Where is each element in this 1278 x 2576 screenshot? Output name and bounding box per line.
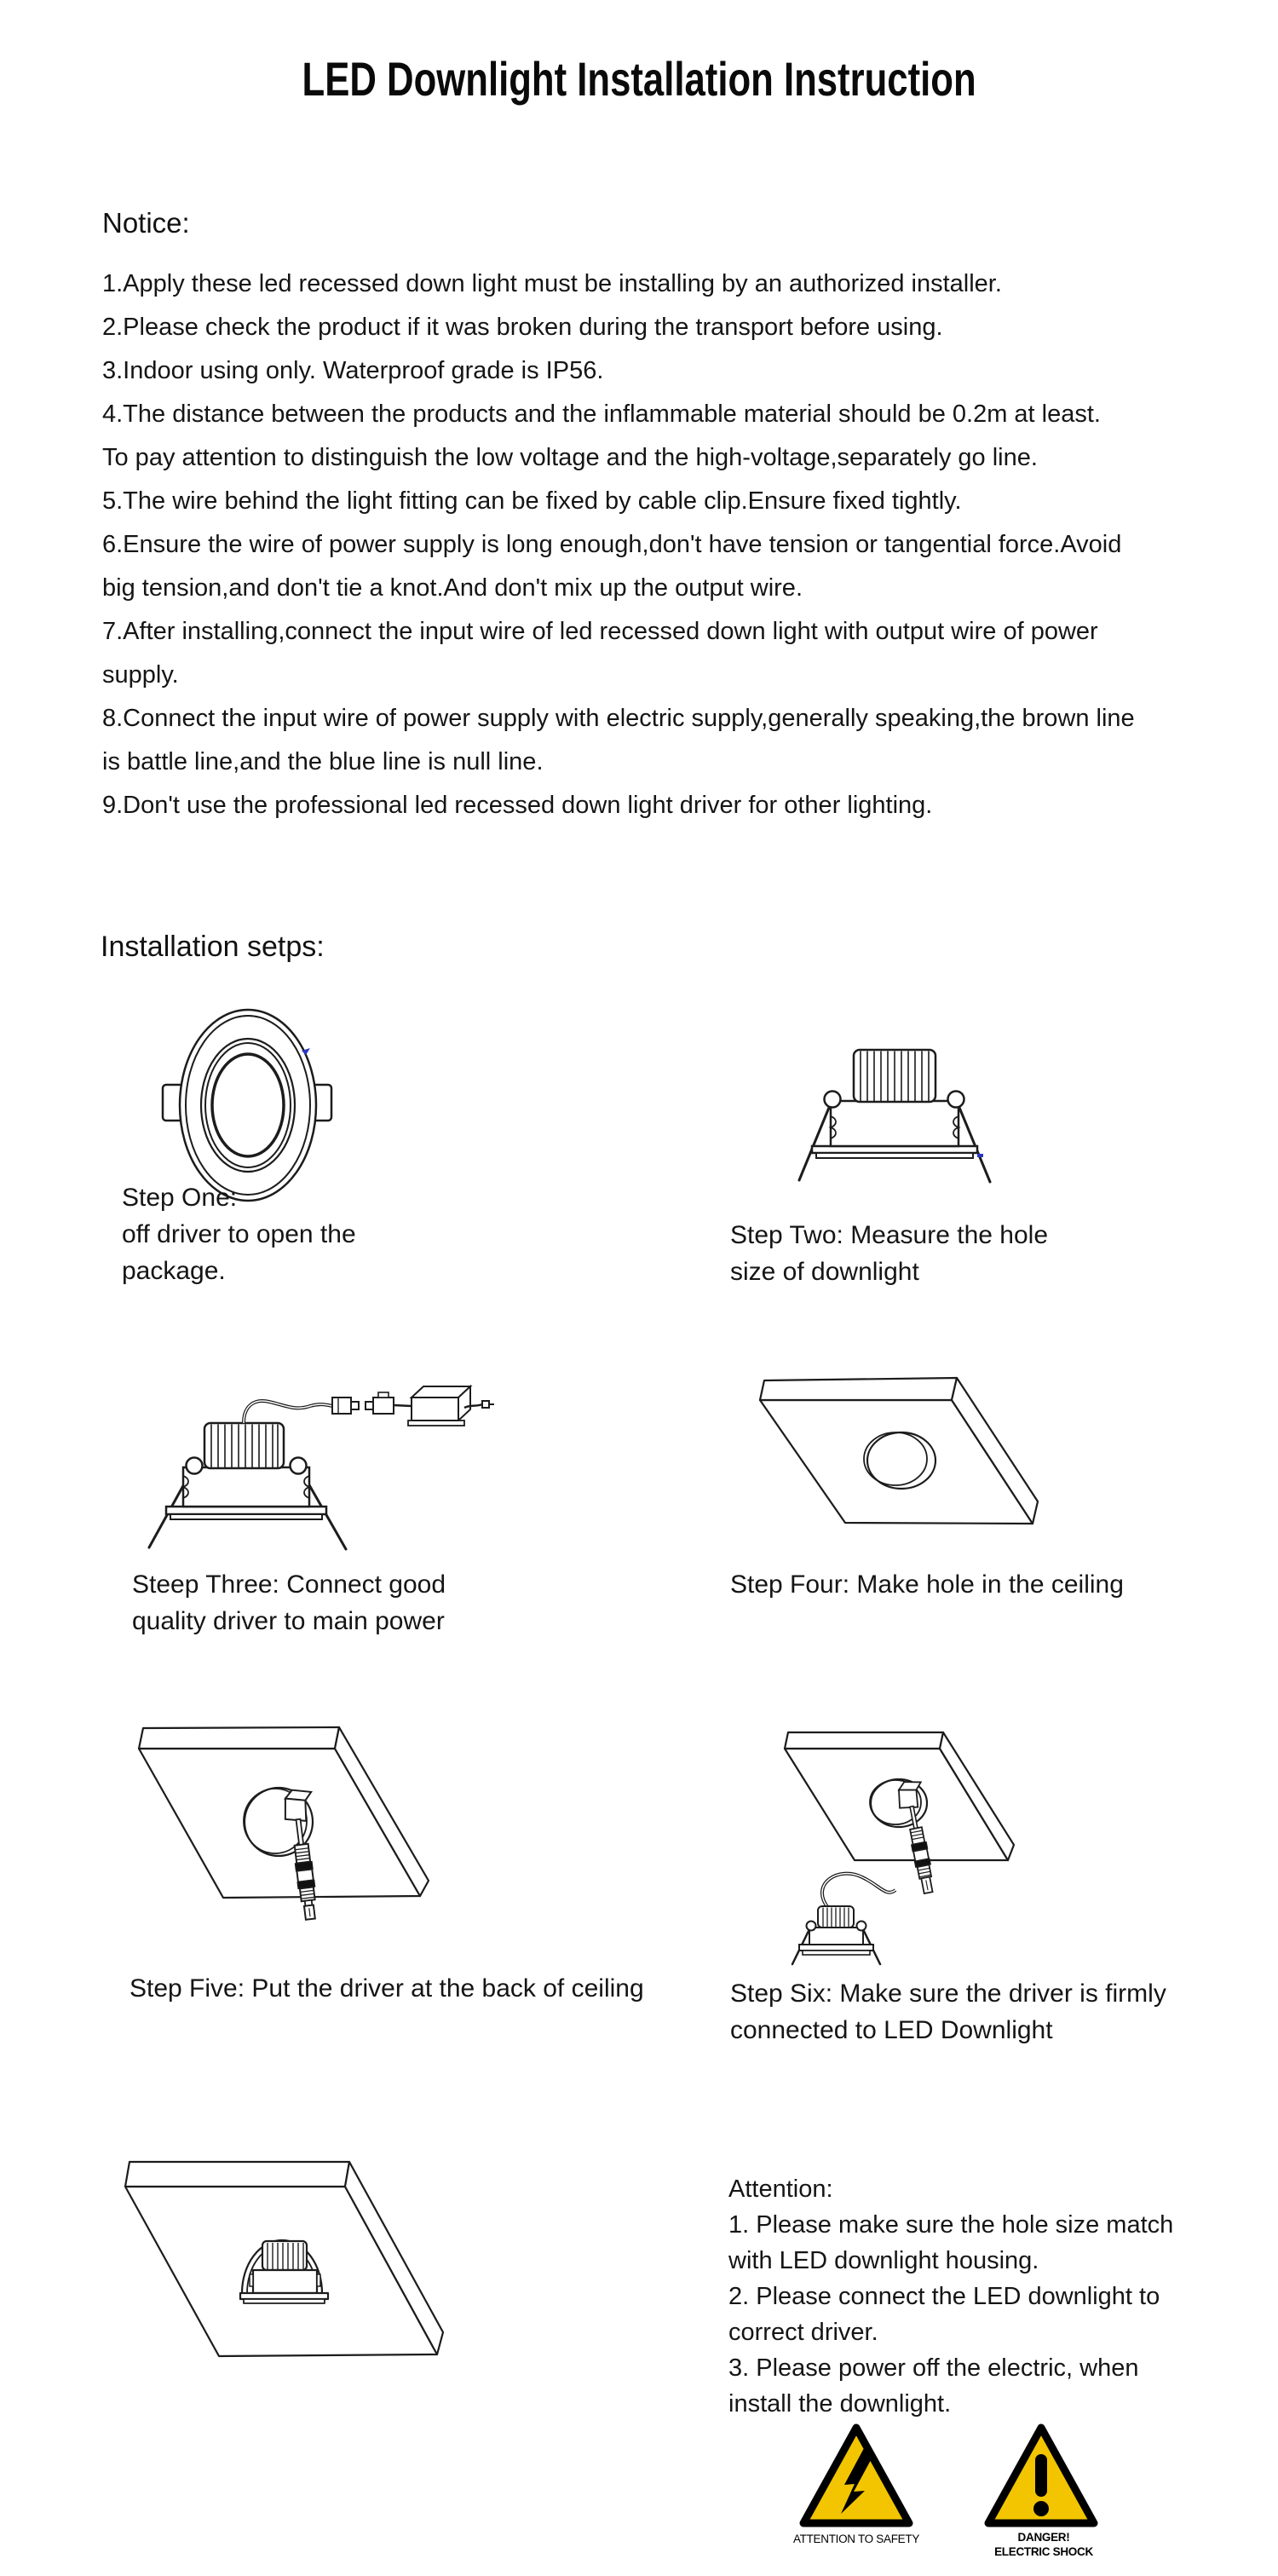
- wire-connectors: [332, 1392, 412, 1414]
- notice-line: 2.Please check the product if it was broken during the transport before using.: [102, 314, 943, 341]
- exclamation-mark-icon: [1035, 2454, 1047, 2497]
- step-one-caption: Step One: off driver to open the package.: [122, 1184, 356, 1285]
- page-title-row: [0, 51, 1278, 107]
- page-title: LED Downlight Installation Instruction: [302, 52, 976, 106]
- attention-block: [728, 2171, 1173, 2422]
- notice-line: 1.Apply these led recessed down light must be installing by an authorized installer.: [102, 270, 1002, 297]
- attention-heading: Attention:: [728, 2175, 833, 2203]
- downlight-side-view-small: [792, 1906, 880, 1964]
- installation-heading: Installation setps:: [101, 931, 325, 963]
- led-driver-box: [408, 1386, 494, 1426]
- danger-electric-shock-label: DANGER! ELECTRIC SHOCK: [994, 2531, 1093, 2558]
- blue-artifact-mark: [977, 1154, 983, 1157]
- notice-line: big tension,and don't tie a knot.And don't mix up the output wire.: [102, 574, 803, 602]
- step-four-illustration-ceiling-hole: [750, 1363, 1056, 1542]
- notice-line: 6.Ensure the wire of power supply is long enough,don't have tension or tangential force.Avoid: [102, 531, 1122, 558]
- notice-line: 8.Connect the input wire of power supply with electric supply,generally speaking,the brown line: [102, 705, 1135, 732]
- lightning-triangle-icon: [797, 2420, 916, 2533]
- notice-line: 4.The distance between the products and the inflammable material should be 0.2m at least.: [102, 401, 1101, 428]
- notice-line: 5.The wire behind the light fitting can be fixed by cable clip.Ensure fixed tightly.: [102, 487, 962, 515]
- attention-line: 1. Please make sure the hole size match: [728, 2211, 1174, 2239]
- step-four-caption: Step Four: Make hole in the ceiling: [730, 1570, 1124, 1599]
- step-six-illustration-driver-to-downlight: [767, 1717, 1031, 1973]
- attention-line: 3. Please power off the electric, when: [728, 2354, 1139, 2382]
- step-one-illustration-downlight-front-view: [153, 997, 341, 1210]
- step-five-illustration-driver-in-hole: [119, 1713, 443, 1926]
- attention-line: with LED downlight housing.: [728, 2247, 1039, 2274]
- step-two-caption: Step Two: Measure the hole size of downlight: [730, 1221, 1049, 1286]
- attention-line: 2. Please connect the LED downlight to: [728, 2283, 1160, 2310]
- notice-line: 9.Don't use the professional led recessed down light driver for other lighting.: [102, 792, 933, 819]
- notice-line: To pay attention to distinguish the low voltage and the high-voltage,separately go line.: [102, 444, 1038, 471]
- step-two-illustration-downlight-side-view: [792, 1035, 1022, 1193]
- attention-line: install the downlight.: [728, 2390, 952, 2418]
- step-three-illustration-downlight-with-driver: [128, 1380, 494, 1559]
- notice-line: 3.Indoor using only. Waterproof grade is IP56.: [102, 357, 604, 384]
- notice-line: 7.After installing,connect the input wire of led recessed down light with output wire of power: [102, 618, 1098, 645]
- step-five-caption: Step Five: Put the driver at the back of ceiling: [130, 1974, 644, 2003]
- final-illustration-installed-downlight: [111, 2147, 469, 2369]
- exclamation-triangle-icon: [982, 2420, 1101, 2533]
- notice-list: [102, 262, 1135, 827]
- notice-heading: Notice:: [102, 207, 190, 239]
- attention-line: correct driver.: [728, 2319, 878, 2346]
- notice-line: supply.: [102, 661, 179, 689]
- step-six-caption: Step Six: Make sure the driver is firmly connected to LED Downlight: [730, 1980, 1166, 2044]
- attention-to-safety-label: ATTENTION TO SAFETY: [792, 2533, 920, 2545]
- notice-line: is battle line,and the blue line is null line.: [102, 748, 544, 775]
- step-three-caption: Steep Three: Connect good quality driver to main power: [132, 1570, 446, 1635]
